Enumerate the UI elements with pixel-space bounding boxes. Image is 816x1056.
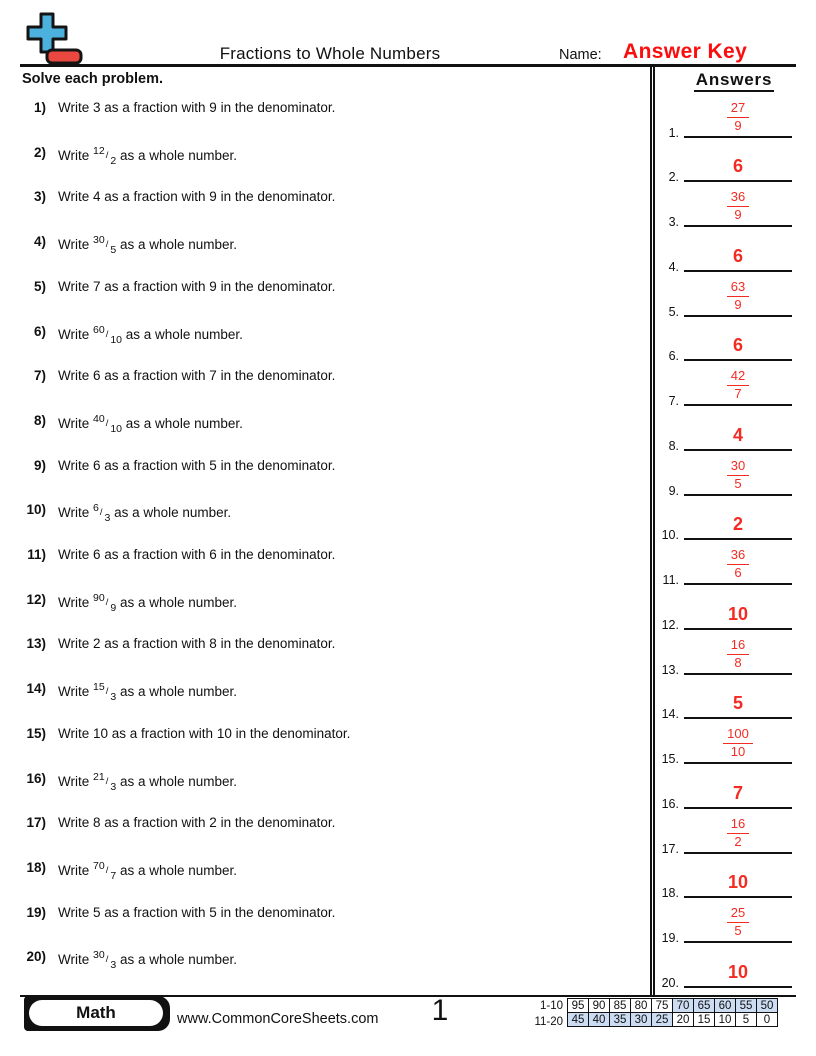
score-cell: 40 [589, 1013, 610, 1027]
problem-number: 2) [33, 144, 46, 160]
answer-value [684, 280, 792, 314]
problem-row [0, 100, 645, 117]
score-cell: 75 [652, 999, 673, 1013]
fraction-slash: / [105, 686, 109, 698]
answer-blank-line [684, 720, 792, 764]
answer-fraction [727, 280, 749, 312]
problem-row [0, 771, 645, 794]
answer-row [652, 319, 798, 364]
score-table-row [568, 999, 778, 1013]
answer-row [652, 812, 798, 854]
problem-row [0, 145, 645, 168]
answer-fraction [727, 369, 749, 401]
problem-text-pre: Write [58, 505, 94, 521]
problem-number: 19) [26, 904, 46, 920]
score-cell: 15 [694, 1013, 715, 1027]
answer-number: 12. [661, 617, 679, 632]
answer-row [652, 185, 798, 227]
answer-fraction-numerator: 27 [727, 101, 749, 118]
problem-row [0, 636, 645, 653]
problem-text [58, 502, 231, 525]
problem-number: 18) [26, 859, 46, 875]
fraction-numerator: 12 [93, 144, 105, 157]
answer-value [684, 727, 792, 761]
answer-fraction-denominator: 10 [730, 744, 746, 759]
score-cell: 30 [631, 1013, 652, 1027]
score-cell: 85 [610, 999, 631, 1013]
answer-fraction-numerator: 63 [727, 280, 749, 297]
problem-text-pre: Write [58, 594, 94, 610]
answer-blank-line [684, 496, 792, 540]
score-cell: 5 [736, 1013, 757, 1027]
answer-blank-line [684, 899, 792, 943]
answer-blank-line [684, 452, 792, 496]
answer-row [652, 140, 798, 185]
answer-fraction-numerator: 100 [723, 727, 753, 744]
answer-value [684, 246, 792, 267]
answer-row [652, 230, 798, 272]
score-cell: 20 [673, 1013, 694, 1027]
answer-number: 11. [662, 573, 679, 587]
problem-text [58, 771, 237, 794]
score-table-row [568, 1013, 778, 1027]
fraction-slash: / [105, 239, 109, 251]
fraction-denominator: 3 [110, 691, 117, 704]
fraction-numerator: 21 [93, 770, 105, 783]
answer-value [684, 190, 792, 224]
name-label: Name: [559, 47, 602, 63]
answer-row [652, 498, 798, 543]
problem-row [0, 726, 645, 743]
answer-fraction-numerator: 16 [727, 638, 749, 655]
problem-text-post: as a whole number. [116, 237, 238, 253]
answer-fraction-numerator: 36 [727, 548, 749, 565]
problem-number: 13) [26, 636, 46, 652]
answer-number: 19. [661, 931, 679, 945]
answer-fraction-denominator: 2 [734, 833, 742, 849]
answer-fraction-numerator: 16 [727, 817, 749, 834]
answer-fraction-numerator: 36 [727, 190, 749, 207]
answer-row [652, 677, 798, 722]
header-divider-line [20, 64, 796, 67]
answer-number: 16. [661, 796, 679, 811]
answer-value [684, 906, 792, 940]
fraction-denominator: 10 [110, 422, 123, 435]
fraction-numerator: 40 [93, 412, 105, 425]
problem-row [0, 324, 645, 347]
answer-fraction [727, 190, 749, 222]
answer-value [684, 548, 792, 582]
problem-number: 12) [26, 591, 46, 607]
answer-whole-number: 10 [727, 603, 749, 624]
problem-text [58, 860, 237, 883]
answer-value [684, 156, 792, 177]
answer-number: 20. [661, 975, 679, 990]
answer-whole-number: 4 [732, 424, 743, 445]
fraction-slash: / [105, 864, 109, 876]
answer-fraction-denominator: 8 [734, 654, 742, 670]
page-title: Fractions to Whole Numbers [219, 44, 441, 63]
problem-row [0, 681, 645, 704]
subject-badge [24, 996, 170, 1031]
fraction-slash: / [99, 507, 103, 519]
answer-row [652, 633, 798, 675]
problem-number: 5) [33, 278, 46, 294]
answer-number: 18. [661, 886, 679, 901]
problem-text-pre: Write [58, 147, 94, 163]
score-cell: 45 [568, 1013, 589, 1027]
problem-text: Write 6 as a fraction with 6 in the denominator. [58, 547, 336, 562]
answer-row [652, 722, 798, 764]
fraction-slash: / [105, 328, 109, 340]
answer-number: 10. [661, 528, 679, 543]
answer-blank-line [684, 317, 792, 361]
answer-number: 14. [661, 707, 679, 722]
answer-whole-number: 6 [732, 335, 743, 356]
problem-number: 8) [33, 412, 46, 428]
answer-blank-line [684, 631, 792, 675]
fraction-denominator: 10 [110, 333, 123, 346]
answer-fraction-denominator: 6 [734, 565, 742, 580]
answer-row [652, 946, 798, 988]
answer-blank-line [684, 675, 792, 719]
problem-text-post: as a whole number. [116, 147, 238, 163]
page-number: 1 [431, 994, 449, 1027]
fraction-numerator: 30 [93, 949, 105, 962]
answer-number: 3. [668, 215, 679, 229]
fraction-numerator: 70 [93, 859, 105, 872]
problem-row [0, 368, 645, 385]
answer-value [684, 638, 792, 672]
answer-blank-line [684, 810, 792, 854]
problem-text-post: as a whole number. [122, 415, 243, 431]
answer-row [652, 901, 798, 943]
problem-row [0, 905, 645, 922]
answer-fraction [727, 817, 749, 849]
answer-value [684, 872, 792, 893]
answer-blank-line [684, 228, 792, 272]
score-cell: 95 [568, 999, 589, 1013]
answer-fraction-numerator: 25 [727, 906, 749, 923]
answer-blank-line [684, 407, 792, 451]
problem-text [58, 681, 237, 704]
fraction-numerator: 6 [93, 502, 99, 515]
problem-text-pre: Write [58, 326, 94, 342]
answer-blank-line [684, 183, 792, 227]
problem-number: 20) [26, 949, 46, 965]
answer-row [652, 364, 798, 406]
score-cell: 50 [757, 999, 778, 1013]
problem-row [0, 458, 645, 475]
problem-number: 4) [33, 234, 46, 250]
answer-value [684, 962, 792, 983]
answer-number: 9. [668, 483, 679, 498]
answer-row [652, 767, 798, 809]
problem-text-post: as a whole number. [116, 862, 238, 878]
score-cell: 90 [589, 999, 610, 1013]
answer-fraction-denominator: 5 [734, 923, 742, 938]
answer-value [684, 459, 792, 493]
answer-key-text: Answer Key [623, 40, 748, 63]
fraction-denominator: 3 [104, 512, 111, 525]
answer-fraction [727, 101, 749, 133]
answer-whole-number: 6 [732, 156, 743, 177]
problem-text [58, 234, 237, 257]
fraction-numerator: 60 [93, 323, 105, 336]
answer-number: 7. [668, 394, 679, 408]
fraction-numerator: 30 [93, 234, 105, 247]
score-cell: 25 [652, 1013, 673, 1027]
website-text: www.CommonCoreSheets.com [177, 1011, 379, 1027]
problem-text-post: as a whole number. [122, 326, 243, 342]
problem-row [0, 592, 645, 615]
problem-text: Write 5 as a fraction with 5 in the denominator. [58, 904, 336, 920]
answer-row [652, 588, 798, 630]
answer-row [652, 409, 798, 451]
problem-row [0, 234, 645, 257]
answer-blank-line [684, 362, 792, 406]
score-cell: 70 [673, 999, 694, 1013]
instructions-text: Solve each problem. [22, 71, 164, 87]
fraction-denominator: 2 [110, 154, 117, 167]
answer-number: 2. [668, 170, 679, 185]
fraction-denominator: 3 [110, 959, 117, 972]
answer-blank-line [684, 765, 792, 809]
problem-number: 11) [27, 547, 46, 562]
answer-fraction [727, 548, 749, 580]
fraction-numerator: 90 [93, 591, 105, 604]
problem-text-post: as a whole number. [110, 505, 232, 521]
answer-value [684, 817, 792, 851]
problem-text: Write 6 as a fraction with 7 in the denominator. [58, 368, 336, 384]
fraction-denominator: 3 [110, 780, 117, 793]
answer-value [684, 783, 792, 804]
problem-number: 6) [33, 323, 46, 339]
problem-row [0, 547, 645, 564]
subject-badge-label: Math [29, 1000, 163, 1026]
problem-number: 17) [26, 815, 46, 831]
problem-text: Write 8 as a fraction with 2 in the denominator. [58, 815, 336, 831]
score-cell: 35 [610, 1013, 631, 1027]
problem-text-pre: Write [58, 684, 94, 700]
problem-text [58, 949, 237, 972]
answer-blank-line [684, 586, 792, 630]
problem-number: 16) [26, 770, 46, 786]
answer-value [684, 101, 792, 135]
problem-text: Write 3 as a fraction with 9 in the denominator. [58, 100, 336, 115]
answer-row [652, 454, 798, 496]
answer-value [684, 369, 792, 403]
answer-fraction-denominator: 9 [734, 117, 742, 133]
score-cell: 10 [715, 1013, 736, 1027]
answer-fraction [727, 638, 749, 670]
answer-number: 15. [661, 752, 679, 766]
answer-row [652, 543, 798, 585]
answer-number: 17. [661, 841, 679, 856]
score-cell: 55 [736, 999, 757, 1013]
problem-row [0, 949, 645, 972]
score-range-label-1: 1-10 [539, 1000, 563, 1012]
fraction-slash: / [105, 149, 109, 161]
fraction-slash: / [105, 417, 109, 429]
problem-number: 1) [33, 100, 46, 115]
problem-text-pre: Write [58, 773, 94, 789]
answer-fraction-denominator: 7 [734, 386, 742, 401]
problem-text: Write 7 as a fraction with 9 in the denominator. [58, 278, 336, 294]
problem-text-post: as a whole number. [116, 684, 238, 700]
problem-text [58, 324, 243, 347]
answer-value [684, 425, 792, 446]
answers-column-title: Answers [672, 70, 796, 90]
fraction-slash: / [105, 596, 109, 608]
answer-row [652, 275, 798, 317]
answer-blank-line [684, 944, 792, 988]
score-table [567, 998, 778, 1027]
answer-row [652, 96, 798, 138]
answer-blank-line [684, 94, 792, 138]
answer-fraction-numerator: 30 [727, 459, 749, 476]
problem-text-pre: Write [58, 952, 94, 968]
problem-text: Write 2 as a fraction with 8 in the denominator. [58, 636, 336, 652]
answer-fraction [727, 459, 749, 491]
answer-fraction [727, 906, 749, 938]
problem-row [0, 860, 645, 883]
answer-number: 6. [668, 349, 679, 364]
answer-whole-number: 10 [727, 872, 749, 893]
score-cell: 65 [694, 999, 715, 1013]
problem-number: 3) [33, 189, 46, 205]
answer-number: 4. [668, 259, 679, 274]
answer-fraction-numerator: 42 [727, 369, 749, 386]
problem-text [58, 145, 237, 168]
answer-fraction [723, 727, 753, 759]
score-range-label-2: 11-20 [534, 1016, 563, 1028]
fraction-slash: / [105, 954, 109, 966]
answer-fraction-denominator: 5 [734, 475, 742, 491]
problem-text: Write 4 as a fraction with 9 in the denominator. [58, 189, 336, 205]
score-cell: 0 [757, 1013, 778, 1027]
problem-text-pre: Write [58, 862, 94, 878]
answer-whole-number: 7 [732, 782, 743, 803]
answer-blank-line [684, 273, 792, 317]
problem-number: 7) [33, 368, 46, 384]
answer-number: 5. [668, 304, 679, 319]
problem-text [58, 413, 243, 436]
answer-value [684, 335, 792, 356]
score-cell: 60 [715, 999, 736, 1013]
answer-blank-line [684, 854, 792, 898]
answer-blank-line [684, 138, 792, 182]
answer-whole-number: 2 [732, 514, 743, 535]
problem-text: Write 10 as a fraction with 10 in the denominator. [58, 725, 351, 741]
problem-text-pre: Write [58, 415, 94, 431]
problem-row [0, 189, 645, 206]
answer-whole-number: 6 [732, 245, 743, 266]
answer-fraction-denominator: 9 [734, 207, 742, 222]
problem-number: 14) [26, 681, 46, 697]
score-cell: 80 [631, 999, 652, 1013]
problem-number: 15) [26, 725, 46, 741]
problem-row [0, 815, 645, 832]
problem-number: 9) [33, 457, 46, 473]
fraction-denominator: 7 [110, 869, 117, 882]
problem-text-post: as a whole number. [116, 773, 238, 789]
problem-text-post: as a whole number. [116, 594, 238, 610]
problem-row [0, 279, 645, 296]
problem-text [58, 592, 237, 615]
problem-text-post: as a whole number. [116, 952, 238, 968]
answer-blank-line [684, 541, 792, 585]
fraction-denominator: 5 [110, 244, 117, 257]
answer-value [684, 693, 792, 714]
problem-row [0, 502, 645, 525]
problem-number: 10) [26, 502, 46, 518]
answer-number: 13. [661, 662, 679, 677]
problem-row [0, 413, 645, 436]
problem-text: Write 6 as a fraction with 5 in the denominator. [58, 457, 336, 473]
answer-value [684, 514, 792, 535]
answer-whole-number: 5 [732, 693, 743, 714]
fraction-numerator: 15 [93, 681, 105, 694]
answer-fraction-denominator: 9 [734, 296, 742, 312]
answer-number: 8. [668, 438, 679, 453]
answer-row [652, 856, 798, 901]
fraction-denominator: 9 [110, 601, 117, 614]
answer-value [684, 604, 792, 625]
fraction-slash: / [105, 775, 109, 787]
answer-whole-number: 10 [727, 961, 749, 982]
problem-text-pre: Write [58, 237, 94, 253]
answer-number: 1. [668, 125, 679, 140]
